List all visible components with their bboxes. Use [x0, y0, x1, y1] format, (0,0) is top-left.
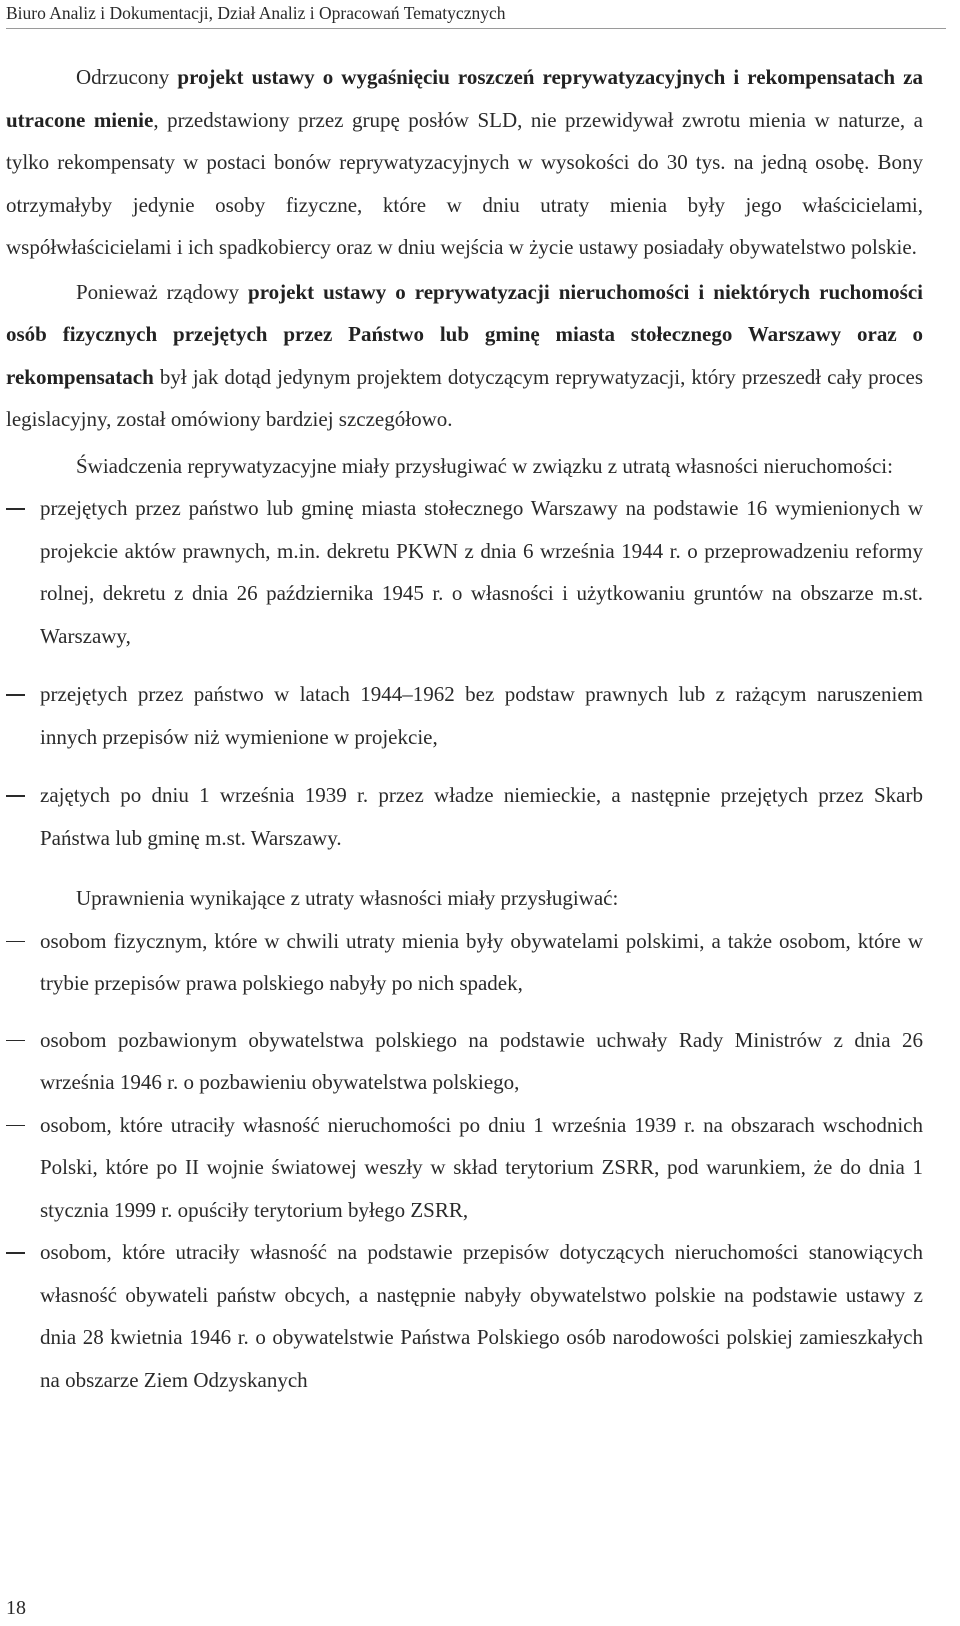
paragraph-3: Świadczenia reprywatyzacyjne miały przysługiwać w związku z utratą własności nieruchomości:: [76, 453, 893, 478]
list-item: osobom fizycznym, które w chwili utraty mienia były obywatelami polskimi, a także osobom, które w trybie przepisów prawa polskiego nabyły po nich spadek,: [6, 920, 923, 1005]
paragraph-2-intro: Ponieważ rządowy: [76, 279, 249, 304]
list-item: zajętych po dniu 1 września 1939 r. przez władze niemieckie, a następnie przejętych przez Skarb Państwa lub gminę m.st. Warszawy.: [6, 774, 923, 859]
document-body: [6, 56, 923, 1401]
page-number: 18: [6, 1597, 26, 1619]
paragraph-2: [6, 271, 923, 441]
eligibility-list: [6, 920, 923, 1402]
list-item: osobom pozbawionym obywatelstwa polskiego na podstawie uchwały Rady Ministrów z dnia 26 września 1946 r. o pozbawieniu obywatelstwa polskiego,: [6, 1019, 923, 1104]
running-header: Biuro Analiz i Dokumentacji, Dział Analiz i Opracowań Tematycznych: [6, 2, 946, 29]
paragraph-4: Uprawnienia wynikające z utraty własności miały przysługiwać:: [76, 886, 619, 910]
list-item: przejętych przez państwo lub gminę miasta stołecznego Warszawy na podstawie 16 wymienionych w projekcie aktów prawnych, m.in. dekretu PKWN z dnia 6 września 1944 r. o przeprowadzeniu reformy rolnej, dekretu z dnia 26 października 1945 r. o własności i użytkowaniu gruntów na obszarze m.st. Warszawy,: [6, 487, 923, 657]
list-item: osobom, które utraciły własność nieruchomości po dniu 1 września 1939 r. na obszarach wschodnich Polski, które po II wojnie światowej weszły w skład terytorium ZSRR, pod warunkiem, że do dnia 1 stycznia 1999 r. opuściły terytorium byłego ZSRR,: [6, 1104, 923, 1232]
paragraph-1: [6, 56, 923, 269]
paragraph-1-intro: Odrzucony: [76, 65, 178, 89]
list-item: osobom, które utraciły własność na podstawie przepisów dotyczących nieruchomości stanowiących własność obywateli państw obcych, a następnie nabyły obywatelstwo polskie na podstawie ustawy z dnia 28 kwietnia 1946 r. o obywatelstwie Państwa Polskiego osób narodowości polskiej zamieszkałych na obszarze Ziem Odzyskanych: [6, 1231, 923, 1401]
paragraph-1-body: , przedstawiony przez grupę posłów SLD, nie przewidywał zwrotu mienia w naturze, a tylko rekompensaty w postaci bonów reprywatyzacyjnych w wysokości do 30 tys. na jedną osobę. Bony otrzymałyby jedynie osoby fizyczne, które w dniu utraty mienia były jego właścicielami, współwłaścicielami i ich spadkobiercy oraz w dniu wejścia w życie ustawy posiadały obywatelstwo polskie.: [6, 107, 923, 259]
paragraph-2-bill-title: projekt ustawy o reprywatyzacji nieruchomości i niektórych ruchomości osób fizycznych przejętych przez Państwo lub gminę miasta stołecznego Warszawy oraz o rekompensatach: [6, 279, 923, 389]
paragraph-1-bill-title: projekt ustawy o wygaśnięciu roszczeń reprywatyzacyjnych i rekompensatach za utracone mienie: [6, 65, 923, 132]
paragraph-2-body: był jak dotąd jedynym projektem dotyczącym reprywatyzacji, który przeszedł cały proces legislacyjny, został omówiony bardziej szczegółowo.: [6, 364, 923, 431]
list-item: przejętych przez państwo w latach 1944–1962 bez podstaw prawnych lub z rażącym naruszeniem innych przepisów niż wymienione w projekcie,: [6, 673, 923, 758]
property-list: [6, 487, 923, 859]
